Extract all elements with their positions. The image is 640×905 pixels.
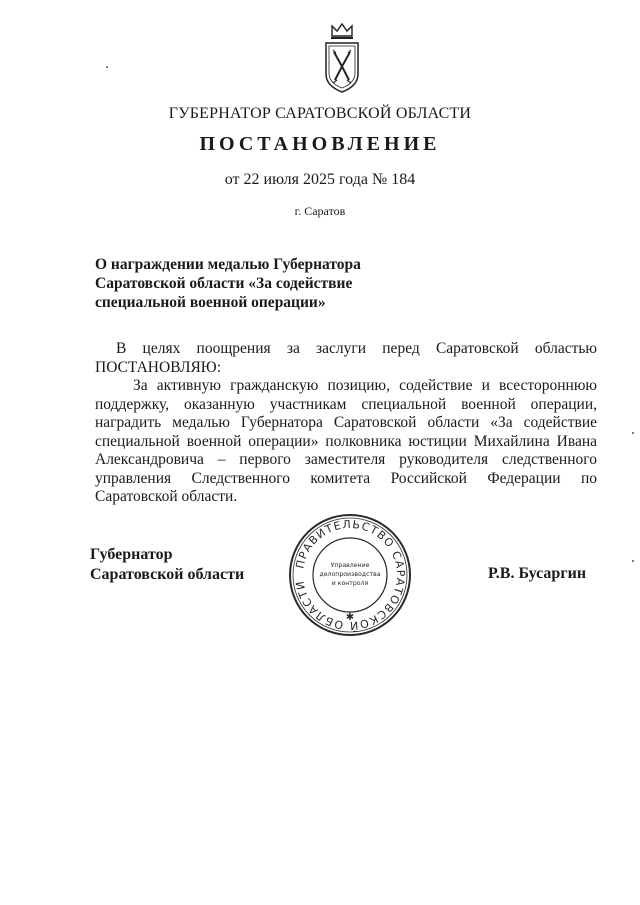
- issuing-authority: ГУБЕРНАТОР САРАТОВСКОЙ ОБЛАСТИ: [168, 105, 472, 122]
- body-lead-line: В целях поощрения за заслуги перед Саратовской областью: [116, 340, 597, 357]
- body-resolution-word: ПОСТАНОВЛЯЮ:: [95, 358, 222, 376]
- body-paragraph: За активную гражданскую позицию, содействие и всестороннюю поддержку, оказанную участникам специальной военной операции, наградить медалью Губернатора Саратовской области «За содействие специальной военной операции» полковника юстиции Михайлина Ивана Александровича – первого заместителя руководителя следственного управления Следственного комитета Российской Федерации по Саратовской области.: [95, 377, 597, 505]
- document-subject: [95, 255, 395, 312]
- seal-inner-text: делопроизводства: [319, 571, 381, 578]
- document-body: [95, 340, 597, 507]
- scan-speck: [632, 560, 634, 562]
- signatory-name: Р.В. Бусаргин: [488, 565, 587, 582]
- coat-of-arms-icon: [323, 22, 361, 94]
- subject-line: О награждении медалью Губернатора: [95, 256, 361, 273]
- signatory-title-line: Губернатор: [90, 546, 173, 563]
- scan-speck: [632, 432, 634, 434]
- signatory-title: [90, 545, 310, 585]
- scan-speck: [106, 66, 108, 68]
- subject-line: специальной военной операции»: [95, 294, 326, 311]
- signatory-title-line: Саратовской области: [90, 566, 245, 583]
- document-city: г. Саратов: [294, 204, 346, 218]
- document-type: ПОСТАНОВЛЕНИЕ: [199, 133, 441, 155]
- seal-inner-text: и контроля: [331, 580, 369, 587]
- seal-star-icon: ✱: [345, 612, 355, 623]
- official-seal-stamp: [287, 512, 413, 638]
- document-date-number: от 22 июля 2025 года № 184: [224, 171, 416, 188]
- subject-line: Саратовской области «За содействие: [95, 275, 353, 292]
- seal-ring-text: ПРАВИТЕЛЬСТВО САРАТОВСКОЙ ОБЛАСТИ: [293, 517, 408, 633]
- seal-inner-text: Управление: [330, 562, 370, 569]
